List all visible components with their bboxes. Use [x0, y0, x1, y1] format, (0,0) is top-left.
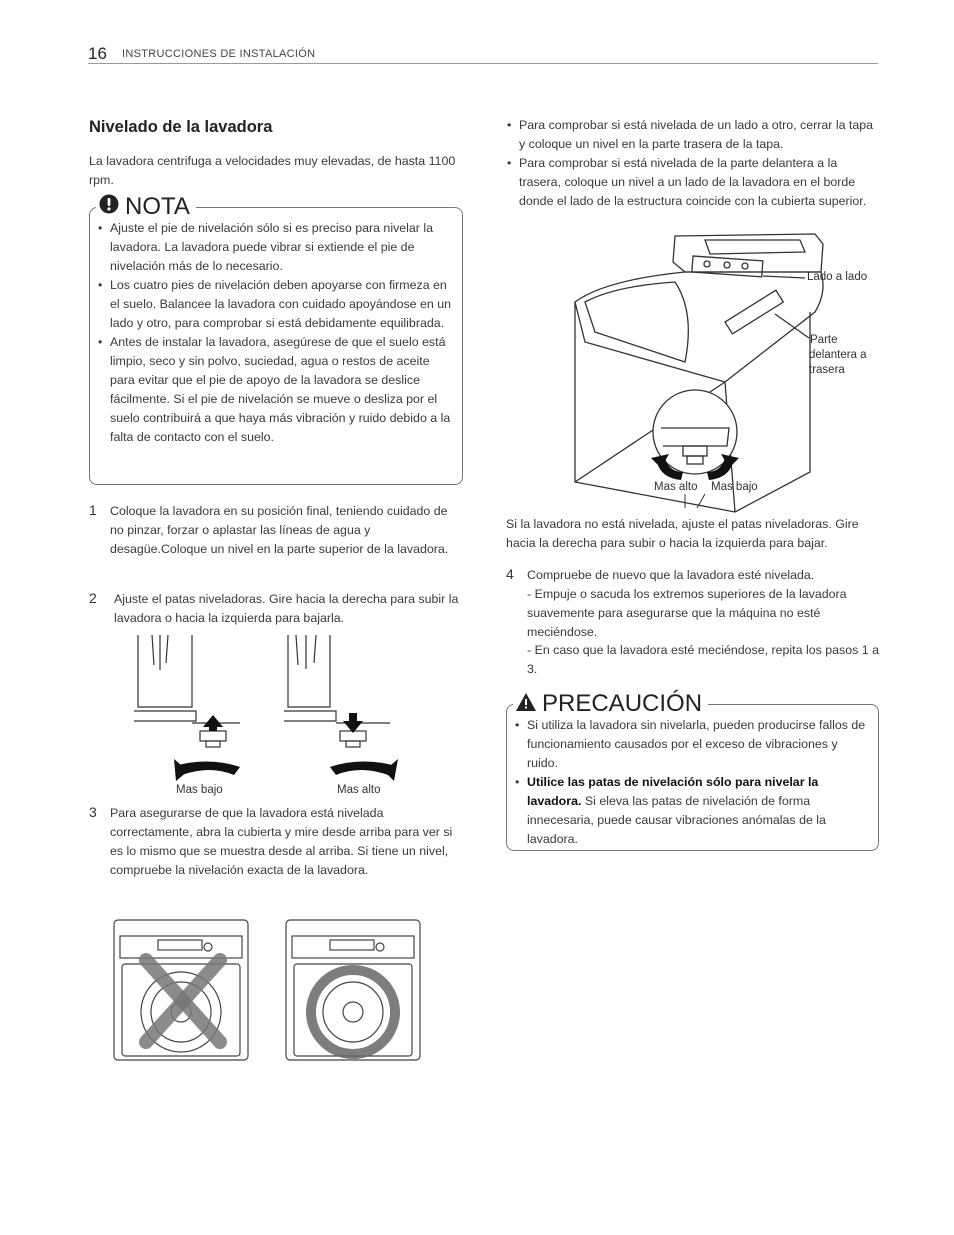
header-divider: [88, 63, 878, 64]
label-front-back: trasera: [809, 364, 845, 376]
warning-icon: [516, 690, 536, 718]
label-front-back: Parte: [810, 334, 838, 346]
label-lower: Mas bajo: [176, 784, 223, 796]
step-number: 4: [506, 566, 514, 582]
page-number: 16: [88, 44, 107, 63]
nota-title: NOTA: [125, 193, 190, 220]
label-raise: Mas alto: [337, 784, 381, 796]
step-sub-item: - Empuje o sacuda los extremos superiores de la lavadora suavemente para asegurarse que la máquina no esté meciéndose.: [527, 587, 847, 639]
nota-heading: [96, 193, 196, 221]
step-text: Para asegurarse de que la lavadora está nivelada correctamente, abra la cubierta y mire desde arriba para ver si es lo mismo que se muestra desde al arriba. Si tiene un nivel, compruebe la nivelación exacta de la lavadora.: [110, 806, 453, 877]
check-item: • Para comprobar si está nivelada de la parte delantera a la trasera, coloque un nivel a un lado de la lavadora en el borde donde el lado de la estructura coincide con la cubierta superior.: [506, 154, 881, 211]
step-sub-item: - En caso que la lavadora esté meciéndose, repita los pasos 1 a 3.: [527, 643, 879, 676]
page-title: Nivelado de la lavadora: [89, 118, 273, 136]
section-title: INSTRUCCIONES DE INSTALACIÓN: [122, 48, 316, 60]
precaucion-title: PRECAUCIÓN: [542, 690, 703, 717]
washer-level-figure: [284, 918, 424, 1063]
nota-item: • Los cuatro pies de nivelación deben apoyarse con firmeza en el suelo. Balancee la lavadora con cuidado apoyándose en un lado y otro, para comprobar si está debidamente equilibrada.: [97, 276, 455, 333]
nota-list: [97, 219, 455, 447]
step-number: 1: [89, 502, 97, 518]
intro-text: La lavadora centrifuga a velocidades muy elevadas, de hasta 1100 rpm.: [89, 154, 456, 187]
precaucion-item: [514, 773, 870, 849]
step-text: Coloque la lavadora en su posición final, teniendo cuidado de no pinzar, forzar o aplastar las líneas de agua y desagüe.Coloque un nivel en la parte superior de la lavadora.: [110, 504, 449, 556]
right-bullet-list: [506, 116, 881, 211]
washer-not-level-figure: [112, 918, 252, 1063]
precaucion-heading: [513, 690, 708, 718]
rotate-arrow-icon: [178, 761, 240, 775]
label-front-back: delantera a: [809, 349, 867, 361]
precaucion-rest: Si eleva las patas de nivelación de forma innecesaria, puede causar vibraciones anómalas de la lavadora.: [527, 794, 826, 846]
adjust-text: Si la lavadora no está nivelada, ajuste el patas niveladoras. Gire hacia la derecha para subir o hacia la izquierda para bajar.: [506, 517, 859, 550]
precaucion-bold: Utilice las patas de nivelación sólo para nivelar la lavadora.: [527, 775, 819, 808]
rotate-arrow-icon: [330, 761, 392, 775]
label-side-to-side: Lado a lado: [807, 271, 868, 283]
check-item: • Para comprobar si está nivelada de un lado a otro, cerrar la tapa y coloque un nivel en la parte trasera de la tapa.: [506, 116, 881, 154]
label-lower: Mas bajo: [711, 481, 758, 493]
step-number: 2: [89, 590, 97, 606]
precaucion-item: • Si utiliza la lavadora sin nivelarla, pueden producirse fallos de funcionamiento causados por el exceso de vibraciones y ruido.: [514, 716, 870, 773]
nota-item: • Antes de instalar la lavadora, asegúrese de que el suelo está limpio, seco y sin polvo, suciedad, agua o restos de aceite para evitar que el pie de apoyo de la lavadora se deslice fácilmente. Si el pie de nivelación se mueve o desliza por el suelo contribuirá a que haya más vibración y ruido debido a la falta de contacto con el suelo.: [97, 333, 455, 447]
nota-item: • Ajuste el pie de nivelación sólo si es preciso para nivelar la lavadora. La lavadora puede vibrar si extiende el pie de nivelación más de lo necesario.: [97, 219, 455, 276]
step-text: Compruebe de nuevo que la lavadora esté nivelada.: [527, 568, 815, 582]
precaucion-list: [514, 716, 870, 849]
info-icon: [99, 193, 119, 221]
step-number: 3: [89, 804, 97, 820]
label-raise: Mas alto: [654, 481, 698, 493]
step-text: Ajuste el patas niveladoras. Gire hacia la derecha para subir la lavadora o hacia la izquierda para bajarla.: [114, 592, 459, 625]
leveling-feet-figure: [130, 635, 400, 785]
